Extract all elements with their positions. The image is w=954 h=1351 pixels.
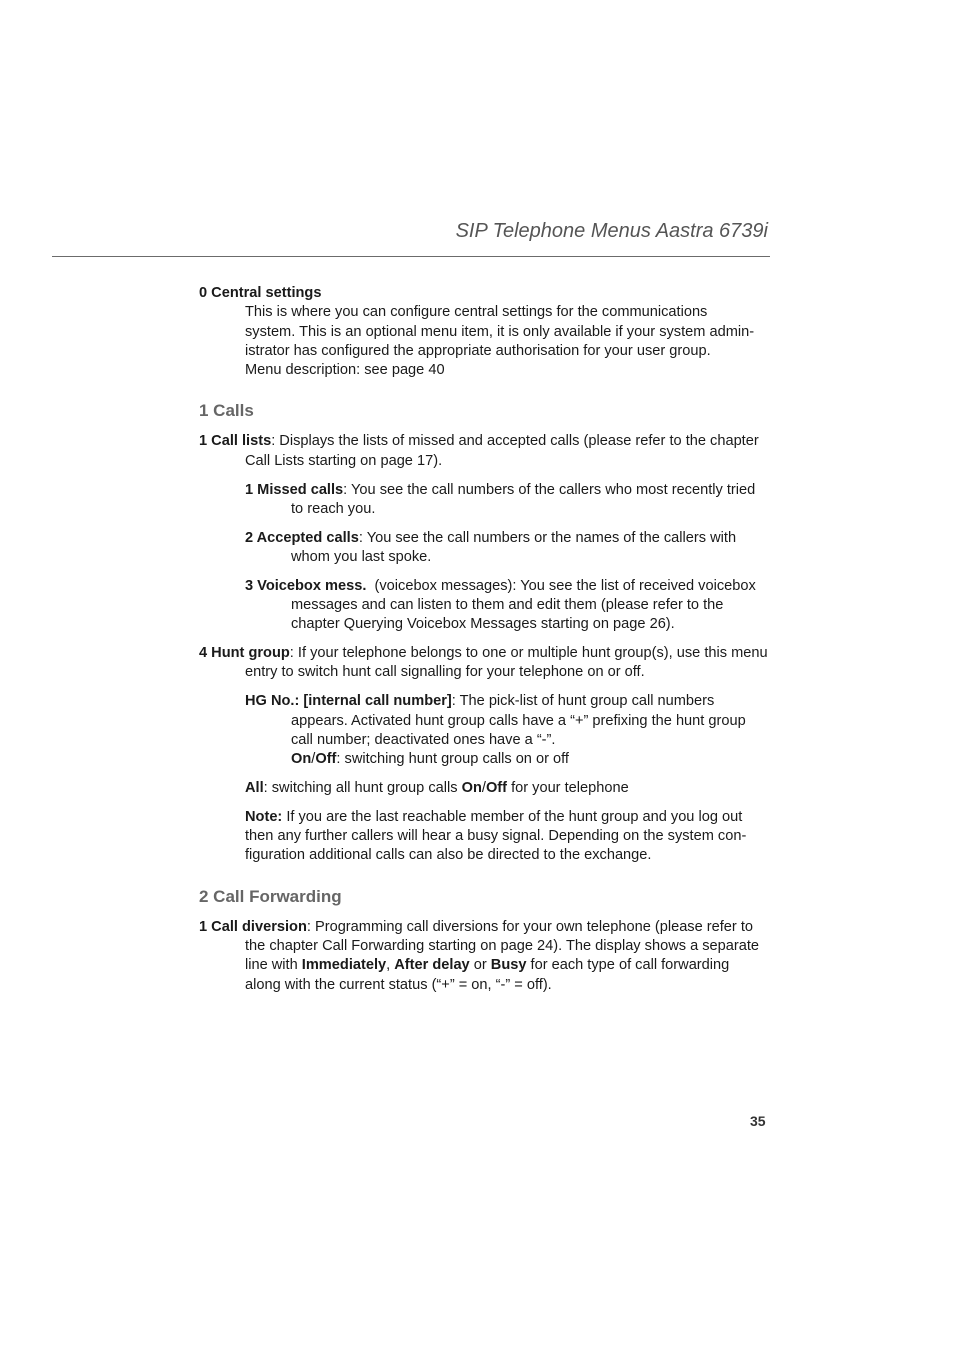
hunt-group-entry: 4 Hunt group: If your telephone belongs to one or multiple hunt group(s), use this menu entry to switch hunt call signalling for your telephone on or off.	[199, 645, 768, 681]
call-lists-entry: 1 Call lists: Displays the lists of missed and accepted calls (please refer to the chapter Call Lists starting on page 17).	[199, 433, 759, 469]
voicebox-label: 3 Voicebox mess.	[245, 577, 367, 594]
central-settings-description	[199, 303, 769, 380]
accepted-calls-label: 2 Accepted calls	[245, 529, 359, 546]
central-settings-line-1: This is where you can configure central settings for the communications	[245, 304, 708, 321]
note-label: Note:	[245, 808, 283, 825]
central-settings-line-2: system. This is an optional menu item, it is only available if your system admin-	[245, 323, 755, 340]
call-lists-label: 1 Call lists	[199, 433, 272, 450]
hg-toggle-line: On/Off: switching hunt group calls on or off	[291, 751, 569, 768]
call-diversion-entry: 1 Call diversion: Programming call diversions for your own telephone (please refer to the chapter Call Forwarding starting on page 24). The display shows a separate line with Immediately, After delay or Busy for each type of call forwarding along with the current status (“+” = on, “-” = off).	[199, 918, 760, 993]
missed-calls-entry: 1 Missed calls: You see the call numbers of the callers who most recently tried to reach you.	[245, 481, 756, 517]
central-settings-line-3: istrator has configured the appropriate authorisation for your user group.	[245, 342, 711, 359]
header-divider	[52, 256, 770, 257]
note-paragraph: Note: If you are the last reachable member of the hunt group and you log out then any further callers will hear a busy signal. Depending on the system con-figuration additional calls can also be directed to the exchange.	[245, 808, 747, 864]
hg-no-label: HG No.: [internal call number]	[245, 693, 452, 710]
section-heading-calls: 1 Calls	[199, 401, 254, 421]
section-heading-call-forwarding: 2 Call Forwarding	[199, 886, 342, 906]
central-settings-heading: 0 Central settings	[199, 285, 322, 301]
missed-calls-label: 1 Missed calls	[245, 481, 344, 498]
page-number: 35	[750, 1113, 766, 1129]
central-settings-line-4: Menu description: see page 40	[245, 362, 445, 379]
running-header-title: SIP Telephone Menus Aastra 6739i	[455, 220, 768, 242]
page-content	[199, 284, 769, 995]
call-diversion-label: 1 Call diversion	[199, 918, 307, 935]
accepted-calls-entry: 2 Accepted calls: You see the call numbers or the names of the callers with whom you last spoke.	[245, 529, 737, 565]
all-label: All	[245, 779, 264, 796]
all-entry: All: switching all hunt group calls On/Off for your telephone	[245, 779, 629, 796]
hg-no-entry: HG No.: [internal call number]: The pick-list of hunt group call numbers appears. Activated hunt group calls have a “+” prefixing the hunt group call number; deactivated ones have a “-”. On/Off: switching hunt group calls on or off	[245, 692, 769, 769]
voicebox-messages-entry: 3 Voicebox mess. (voicebox messages): You see the list of received voicebox messages and can listen to them and edit them (please refer to the chapter Querying Voicebox Messages starting on page 26).	[245, 577, 760, 633]
hunt-group-label: 4 Hunt group	[199, 645, 290, 662]
